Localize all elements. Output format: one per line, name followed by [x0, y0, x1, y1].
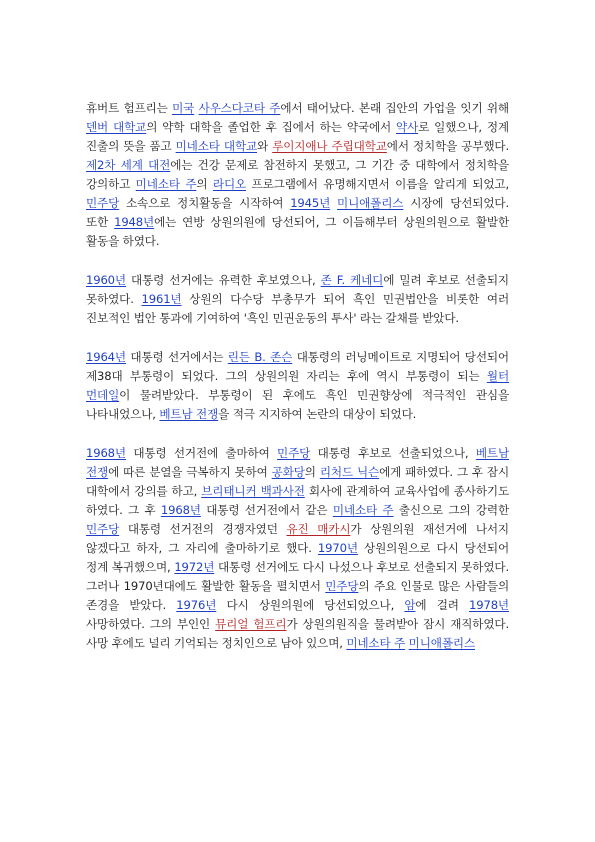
wiki-link[interactable]: 1961년 [141, 292, 182, 306]
body-text: 을 적극 지지하여 논란의 대상이 되었다. [218, 407, 417, 421]
body-text: 의 주요 인물로 많은 사람들의 존경을 받았다. [86, 579, 509, 612]
wiki-link[interactable]: 1964년 [86, 350, 126, 364]
wiki-link[interactable]: 민주당 [325, 579, 359, 593]
wiki-link[interactable]: 라디오 [212, 177, 247, 191]
wiki-link[interactable]: 뮤리얼 험프리 [215, 617, 287, 631]
body-text: 이 물려받았다. 부통령이 된 후에도 흑인 민권향상에 적극적인 관심을 나타내었으나, [86, 388, 509, 421]
body-text [330, 196, 337, 210]
wiki-link[interactable]: 사우스다코타 주 [198, 101, 281, 115]
body-text: 대통령의 러닝메이트로 지명되어 당선되어 제38대 부통령이 되었다. 그의 상원의원 자리는 후에 역시 부통령이 되는 [86, 350, 509, 383]
wiki-link[interactable]: 미니애폴리스 [408, 636, 475, 650]
body-text: 의 약학 대학을 졸업한 후 집에서 하는 약국에서 [146, 120, 397, 134]
wiki-link[interactable]: 미네소타 주 [332, 503, 394, 517]
body-text: 에 밀려 후보로 선출되지 못하였다. [86, 273, 509, 306]
wiki-link[interactable]: 민주당 [277, 446, 311, 460]
body-text: 와 [257, 139, 273, 153]
wiki-link[interactable]: 브리태니커 백과사전 [201, 484, 305, 498]
body-text: 대통령 선거에서는 [125, 350, 228, 364]
wiki-link[interactable]: 암 [404, 598, 416, 612]
body-text: 출신으로 그의 강력한 [393, 503, 509, 517]
body-text: 시장에 당선되었다. 또한 [86, 196, 509, 229]
body-text: 프로그램에서 유명해지면서 이름을 알리게 되었고, [246, 177, 509, 191]
wiki-link[interactable]: 린든 B. 존슨 [227, 350, 293, 364]
article-body [86, 99, 509, 673]
wiki-link[interactable]: 민주당 [86, 196, 120, 210]
wiki-link[interactable]: 미네소타 주 [135, 177, 197, 191]
wiki-link[interactable]: 제2차 세계 대전 [86, 158, 171, 172]
body-text: 에 따른 분열을 극복하지 못하여 [108, 465, 272, 479]
body-text: 휴버트 험프리는 [86, 101, 173, 115]
body-text: 가 상원의원직을 물려받아 잠시 재직하였다. 사망 후에도 널리 기억되는 정치인으로 남아 있으며, [86, 617, 509, 650]
wiki-link[interactable]: 약사 [396, 120, 419, 134]
wiki-link[interactable]: 월터 먼데일 [86, 369, 509, 402]
body-text: 상원의원으로 다시 당선되어 정계 복귀했으며, [86, 541, 509, 574]
body-text: 회사에 관계하여 교육사업에 종사하기도 하였다. 그 후 [86, 484, 509, 517]
wiki-link[interactable]: 1970년 [317, 541, 358, 555]
wiki-link[interactable]: 1968년 [160, 503, 201, 517]
body-text: 대통령 선거전의 경쟁자였던 [119, 522, 287, 536]
body-text: 가 상원의원 재선거에 나서지 않겠다고 하자, 그 자리에 출마하기로 했다. [86, 522, 509, 555]
body-text: 대통령 선거에도 다시 나섰으나 후보로 선출되지 못하였다. 그러나 1970년대에도 활발한 활동을 펼치면서 [86, 560, 509, 593]
wiki-link[interactable]: 덴버 대학교 [86, 120, 147, 134]
paragraph-1 [86, 99, 509, 251]
body-text: 대통령 선거에는 유력한 후보였으나, [125, 273, 321, 287]
wiki-link[interactable]: 베트남 전쟁 [159, 407, 219, 421]
body-text: 사망하였다. 그의 부인인 [86, 617, 216, 631]
body-text: 대통령 선거전에 출마하여 [125, 446, 278, 460]
body-text: 로 일했으나, 정계 진출의 뜻을 품고 [86, 120, 509, 153]
body-text: 다시 상원의원에 당선되었으나, [216, 598, 405, 612]
wiki-link[interactable]: 베트남 전쟁 [86, 446, 509, 479]
wiki-link[interactable]: 1972년 [174, 560, 215, 574]
body-text: 대통령 후보로 선출되었으나, [310, 446, 476, 460]
body-text: 에게 패하였다. 그 후 잠시 대학에서 강의를 하고, [86, 465, 509, 498]
wiki-link[interactable]: 1976년 [176, 598, 217, 612]
wiki-link[interactable]: 루이지애나 주립대학교 [272, 139, 387, 153]
wiki-link[interactable]: 존 F. 케네디 [320, 273, 384, 287]
paragraph-3 [86, 348, 509, 424]
wiki-link[interactable]: 유진 매카시 [286, 522, 351, 536]
body-text: 에는 건강 문제로 참전하지 못했고, 그 기간 중 대학에서 정치학을 강의하고 [86, 158, 509, 191]
body-text: 의 [304, 465, 320, 479]
wiki-link[interactable]: 1948년 [114, 215, 155, 229]
paragraph-2 [86, 271, 509, 328]
body-text: 에 걸려 [415, 598, 470, 612]
wiki-link[interactable]: 민주당 [86, 522, 120, 536]
wiki-link[interactable]: 미네소타 대학교 [175, 139, 258, 153]
body-text: 에서 정치학을 공부했다. [386, 139, 509, 153]
wiki-link[interactable]: 미니애폴리스 [337, 196, 404, 210]
wiki-link[interactable]: 1945년 [290, 196, 331, 210]
body-text: 대통령 선거전에서 같은 [200, 503, 333, 517]
wiki-link[interactable]: 미네소타 주 [346, 636, 406, 650]
body-text: 에서 태어났다. 본래 집안의 가업을 잇기 위해 [280, 101, 509, 115]
paragraph-4 [86, 444, 509, 653]
wiki-link[interactable]: 리처드 닉슨 [319, 465, 380, 479]
wiki-link[interactable]: 1968년 [86, 446, 126, 460]
body-text: 의 [196, 177, 213, 191]
wiki-link[interactable]: 1978년 [469, 598, 509, 612]
body-text: 에는 연방 상원의원에 당선되어, 그 이듬해부터 상원의원으로 활발한 활동을 하였다. [86, 215, 509, 248]
body-text: 소속으로 정치활동을 시작하여 [119, 196, 291, 210]
wiki-link[interactable]: 1960년 [86, 273, 126, 287]
wiki-link[interactable]: 공화당 [271, 465, 305, 479]
wiki-link[interactable]: 미국 [172, 101, 195, 115]
body-text: 상원의 다수당 부총무가 되어 흑인 민권법안을 비롯한 여러 진보적인 법안 통과에 기여하여 '흑인 민권운동의 투사' 라는 갈채를 받았다. [86, 292, 509, 325]
